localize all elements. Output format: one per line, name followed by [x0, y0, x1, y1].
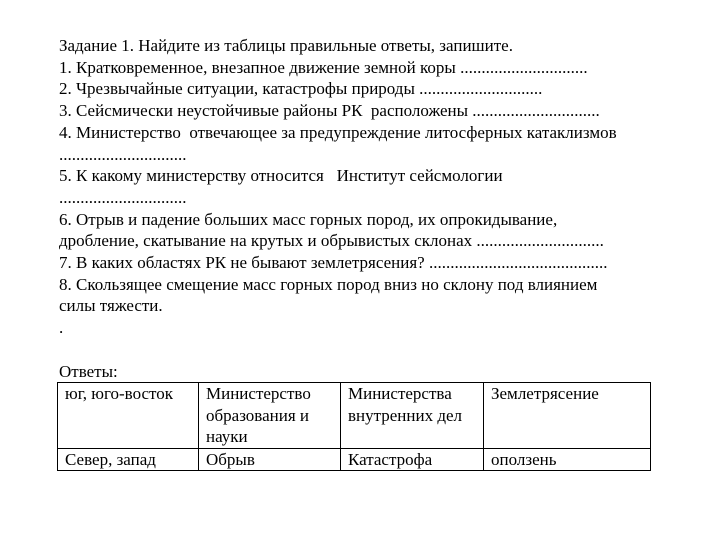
- task-title: Задание 1. Найдите из таблицы правильные ответы, запишите.: [59, 36, 513, 55]
- table-cell: оползень: [484, 448, 651, 471]
- document-content: [59, 35, 699, 471]
- answers-table: [57, 382, 651, 471]
- task-line-6: 6. Отрыв и падение больших масс горных пород, их опрокидывание,: [59, 209, 558, 229]
- table-row: [58, 448, 651, 471]
- task-line-3: 3. Сейсмически неустойчивые районы РК расположены ..............................: [59, 101, 600, 121]
- table-cell: Министерства внутренних дел: [341, 383, 484, 449]
- task-line-7: 7. В каких областях РК не бывают землетрясения? ..........................................: [59, 253, 608, 273]
- task-line-1: 1. Кратковременное, внезапное движение земной коры ..............................: [59, 57, 588, 77]
- table-cell: Север, запад: [58, 448, 199, 471]
- table-cell: Землетрясение: [484, 383, 651, 449]
- task-line-5-dots: ..............................: [59, 187, 187, 207]
- table-cell: Катастрофа: [341, 448, 484, 471]
- task-line-8: 8. Скользящее смещение масс горных пород вниз но склону под влиянием: [59, 274, 598, 294]
- task-line-8-cont: силы тяжести.: [59, 296, 163, 316]
- task-line-4: 4. Министерство отвечающее за предупреждение литосферных катаклизмов: [59, 122, 617, 142]
- task-line-5: 5. К какому министерству относится Институт сейсмологии: [59, 166, 503, 186]
- task-line-dot: .: [59, 318, 64, 338]
- table-cell: Обрыв: [199, 448, 341, 471]
- task-line-6-cont: дробление, скатывание на крутых и обрывистых склонах ..............................: [59, 231, 604, 251]
- table-cell: юг, юго-восток: [58, 383, 199, 449]
- table-row: [58, 383, 651, 449]
- task-line-4-dots: ..............................: [59, 144, 187, 164]
- blank-line: [59, 339, 699, 361]
- answers-label: Ответы:: [59, 361, 118, 381]
- table-cell: Министерство образования и науки: [199, 383, 341, 449]
- task-line-2: 2. Чрезвычайные ситуации, катастрофы природы .............................: [59, 79, 543, 99]
